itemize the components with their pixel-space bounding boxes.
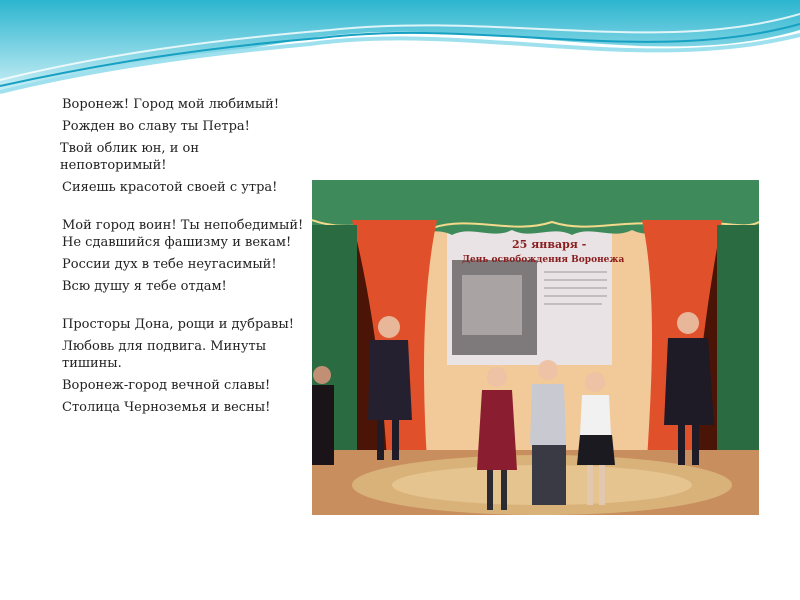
wave-header-decoration — [0, 0, 800, 110]
poem-line: Любовь для подвига. Минуты тишины. — [62, 339, 267, 371]
poem-line: Рожден во славу ты Петра! — [62, 119, 250, 134]
poem-line: Сияешь красотой своей с утра! — [62, 180, 278, 195]
poem-line: Твой облик юн, и он неповторимый! — [60, 141, 199, 173]
poem-line: Всю душу я тебе отдам! — [62, 279, 227, 294]
screen-subtitle: День освобождения Воронежа — [462, 255, 625, 265]
poem-line: Столица Черноземья и весны! — [62, 400, 271, 415]
stage-photo — [312, 180, 759, 515]
poem-line: Воронеж! Город мой любимый! — [62, 97, 280, 112]
poem-line: Мой город воин! Ты непобедимый!Не сдавшийся фашизму и векам! — [62, 218, 304, 250]
poem-line: Просторы Дона, рощи и дубравы! — [62, 317, 294, 332]
screen-title: 25 января - — [512, 238, 587, 251]
poem-line: Воронеж-город вечной славы! — [62, 378, 271, 393]
poem-line: России дух в тебе неугасимый! — [62, 257, 277, 272]
poem-text — [60, 96, 305, 421]
